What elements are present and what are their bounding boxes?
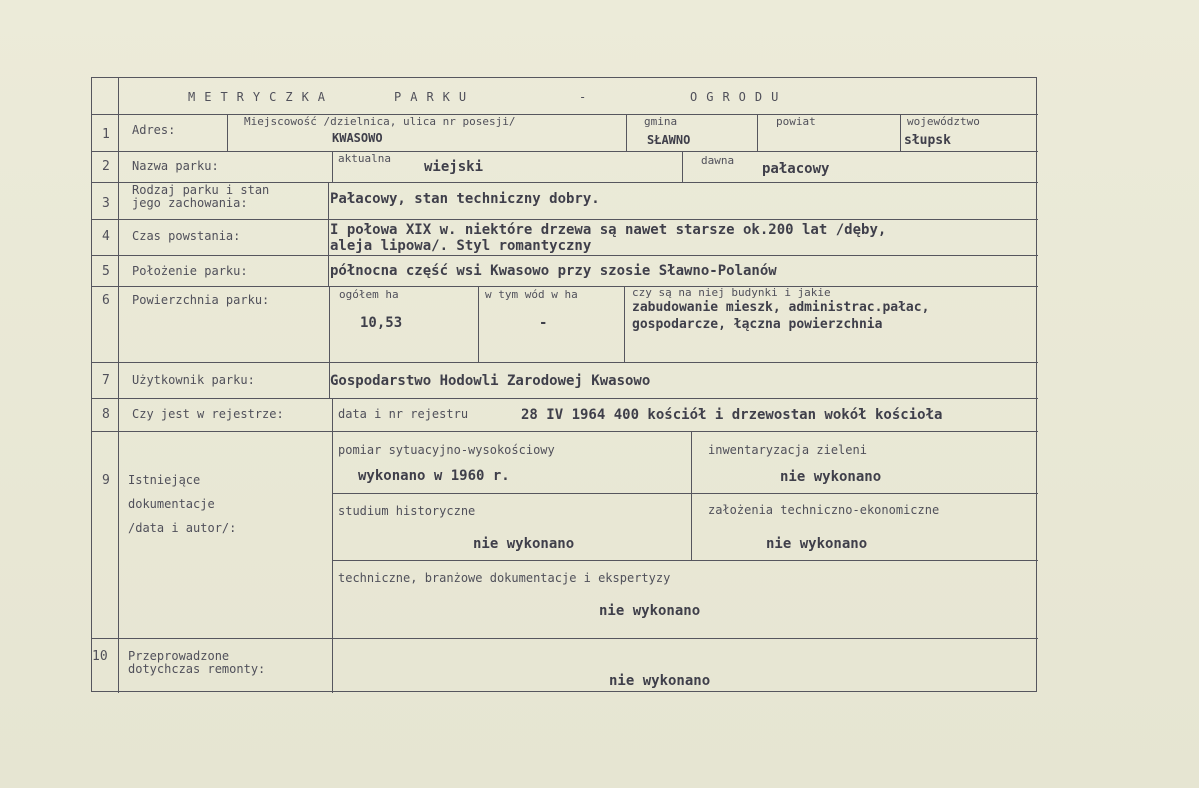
col-divider bbox=[332, 151, 333, 182]
row-divider bbox=[92, 362, 1038, 363]
header-ogrodu: OGRODU bbox=[690, 90, 788, 104]
aktualna-value: wiejski bbox=[424, 159, 484, 175]
row-number: 4 bbox=[102, 229, 110, 244]
row-divider bbox=[92, 398, 1038, 399]
row-divider bbox=[92, 431, 1038, 432]
rodzaj-label-line2: jego zachowania: bbox=[132, 196, 248, 210]
powierzchnia-label: Powierzchnia parku: bbox=[132, 293, 270, 307]
remonty-label-line1: Przeprowadzone bbox=[128, 649, 230, 663]
uzytkownik-label: Użytkownik parku: bbox=[132, 373, 255, 387]
inwentaryzacja-value: nie wykonano bbox=[780, 469, 882, 485]
row-divider bbox=[92, 638, 1038, 639]
col-divider bbox=[118, 78, 119, 693]
wod-label: w tym wód w ha bbox=[485, 288, 578, 301]
techniczne-label: techniczne, branżowe dokumentacje i ekspertyzy bbox=[338, 571, 671, 585]
row-number: 1 bbox=[102, 127, 110, 142]
dawna-value: pałacowy bbox=[762, 161, 830, 177]
polozenie-value: północna część wsi Kwasowo przy szosie Sławno-Polanów bbox=[330, 263, 777, 279]
inwentaryzacja-label: inwentaryzacja zieleni bbox=[708, 443, 867, 457]
col-divider bbox=[328, 182, 329, 286]
pomiar-value: wykonano w 1960 r. bbox=[358, 468, 510, 484]
pomiar-label: pomiar sytuacyjno-wysokościowy bbox=[338, 443, 555, 457]
powiat-label: powiat bbox=[776, 115, 816, 128]
dokumentacje-label-line1: Istniejące bbox=[128, 473, 201, 487]
budynki-label: czy są na niej budynki i jakie bbox=[632, 286, 831, 299]
wojewodztwo-value: słupsk bbox=[904, 133, 951, 148]
col-divider bbox=[624, 286, 625, 362]
techniczne-value: nie wykonano bbox=[599, 603, 701, 619]
polozenie-label: Położenie parku: bbox=[132, 264, 248, 278]
uzytkownik-value: Gospodarstwo Hodowli Zarodowej Kwasowo bbox=[330, 373, 651, 389]
adres-label: Adres: bbox=[132, 123, 176, 137]
col-divider bbox=[691, 431, 692, 560]
budynki-value-line1: zabudowanie mieszk, administrac.pałac, bbox=[632, 300, 930, 315]
row-divider bbox=[92, 219, 1038, 220]
data-rejestru-label: data i nr rejestru bbox=[338, 407, 469, 421]
header-dash: - bbox=[579, 90, 587, 104]
row-divider bbox=[92, 255, 1038, 256]
studium-value: nie wykonano bbox=[473, 536, 575, 552]
rejestr-label: Czy jest w rejestrze: bbox=[132, 407, 284, 421]
wod-value: - bbox=[539, 315, 548, 331]
row-number: 5 bbox=[102, 264, 110, 279]
row-number: 2 bbox=[102, 159, 110, 174]
col-divider bbox=[626, 114, 627, 151]
col-divider bbox=[900, 114, 901, 151]
col-divider bbox=[478, 286, 479, 362]
zalozenia-value: nie wykonano bbox=[766, 536, 868, 552]
row-divider bbox=[92, 151, 1038, 152]
park-record-form bbox=[91, 77, 1037, 692]
row-number: 7 bbox=[102, 373, 110, 388]
gmina-value: SŁAWNO bbox=[647, 133, 691, 147]
rejestr-value: 28 IV 1964 400 kościół i drzewostan wokół kościoła bbox=[521, 407, 943, 423]
aktualna-label: aktualna bbox=[338, 152, 391, 165]
wojewodztwo-label: województwo bbox=[907, 115, 980, 128]
nazwa-parku-label: Nazwa parku: bbox=[132, 159, 219, 173]
miejscowosc-value: KWASOWO bbox=[332, 131, 383, 145]
dawna-label: dawna bbox=[701, 154, 735, 167]
header-parku: PARKU bbox=[394, 90, 476, 104]
row-divider bbox=[92, 286, 1038, 287]
col-divider bbox=[332, 398, 333, 693]
czas-powstania-value-line2: aleja lipowa/. Styl romantyczny bbox=[330, 238, 592, 254]
dokumentacje-label-line3: /data i autor/: bbox=[128, 521, 237, 535]
row-number: 10 bbox=[92, 649, 108, 664]
row-divider bbox=[332, 560, 1038, 561]
row-number: 9 bbox=[102, 473, 110, 488]
dokumentacje-label-line2: dokumentacje bbox=[128, 497, 215, 511]
ogolem-label: ogółem ha bbox=[339, 288, 399, 301]
col-divider bbox=[682, 151, 683, 182]
budynki-value-line2: gospodarcze, łączna powierzchnia bbox=[632, 317, 883, 332]
rodzaj-value: Pałacowy, stan techniczny dobry. bbox=[330, 191, 600, 207]
remonty-value: nie wykonano bbox=[609, 673, 711, 689]
row-number: 6 bbox=[102, 293, 110, 308]
remonty-label-line2: dotychczas remonty: bbox=[128, 662, 266, 676]
ogolem-value: 10,53 bbox=[360, 315, 403, 331]
header-metryczka: METRYCZKA bbox=[188, 90, 335, 104]
studium-label: studium historyczne bbox=[338, 504, 476, 518]
col-divider bbox=[757, 114, 758, 151]
gmina-label: gmina bbox=[644, 115, 678, 128]
czas-powstania-value-line1: I połowa XIX w. niektóre drzewa są nawet starsze ok.200 lat /dęby, bbox=[330, 222, 887, 238]
row-number: 3 bbox=[102, 196, 110, 211]
row-divider bbox=[92, 114, 1038, 115]
miejscowosc-label: Miejscowość /dzielnica, ulica nr posesji/ bbox=[244, 115, 516, 128]
czas-powstania-label: Czas powstania: bbox=[132, 229, 241, 243]
row-divider bbox=[332, 493, 1038, 494]
row-number: 8 bbox=[102, 407, 110, 422]
zalozenia-label: założenia techniczno-ekonomiczne bbox=[708, 503, 940, 517]
rodzaj-label-line1: Rodzaj parku i stan bbox=[132, 183, 270, 197]
col-divider bbox=[227, 114, 228, 151]
